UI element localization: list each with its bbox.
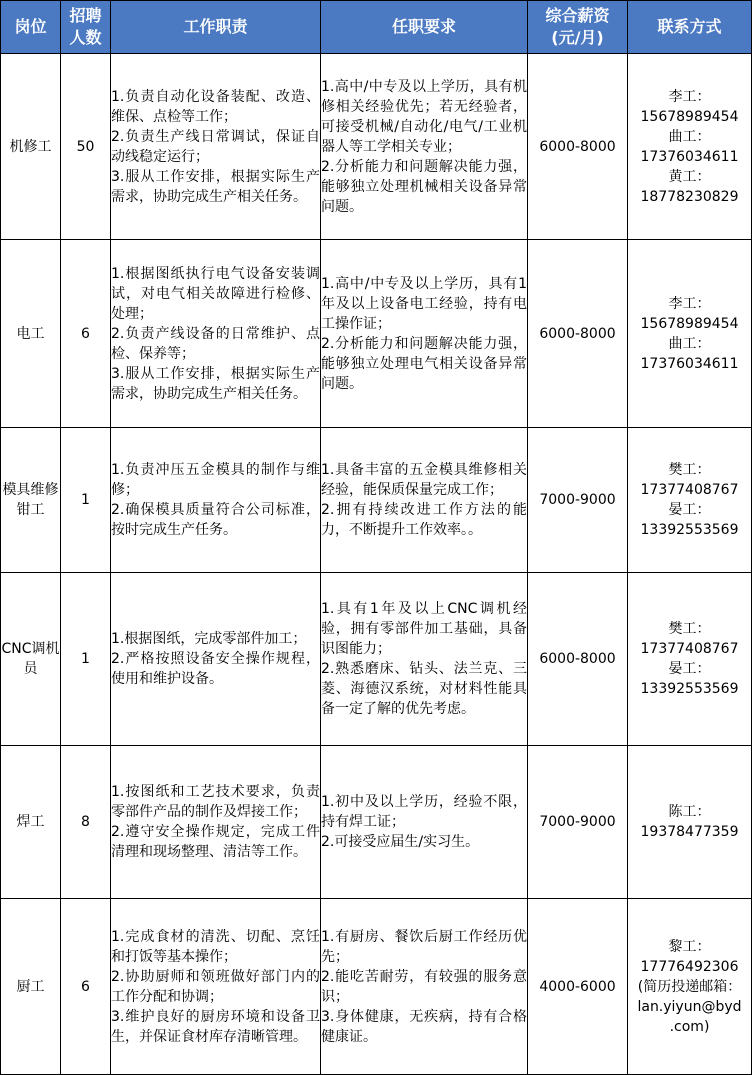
count-cell: 50	[61, 54, 111, 240]
post-cell: 机修工	[1, 54, 61, 240]
salary-cell: 6000-8000	[528, 54, 628, 240]
count-cell: 6	[61, 240, 111, 428]
contact-line: 17377408767	[640, 641, 739, 657]
requirement-item: 1.高中/中专及以上学历，具有机修相关经验优先；若无经验者，可接受机械/自动化/电气/工业机器人等工学相关专业；	[321, 78, 527, 155]
header-salary: 综合薪资(元/月)	[528, 1, 628, 54]
header-count: 招聘人数	[61, 1, 111, 54]
duty-item: 2.确保模具质量符合公司标准，按时完成生产任务。	[111, 502, 320, 538]
duty-item: 1.按图纸和工艺技术要求，负责零部件产品的制作及焊接工作；	[111, 784, 320, 820]
contact-line: 19378477359	[640, 824, 739, 840]
duty-item: 1.负责自动化设备装配、改造、维保、点检等工作；	[111, 88, 320, 125]
requirements-cell	[321, 240, 528, 428]
duty-item: 1.负责冲压五金模具的制作与维修；	[111, 462, 320, 498]
contact-cell	[628, 240, 752, 428]
duty-item: 3.服从工作安排，根据实际生产需求，协助完成生产相关任务。	[111, 365, 320, 402]
contact-line: (简历投递邮箱：	[637, 978, 742, 995]
requirement-item: 3.身体健康，无疾病，持有合格健康证。	[321, 1008, 527, 1045]
header-requirements: 任职要求	[321, 1, 528, 54]
contact-line: 李工：	[668, 88, 711, 105]
contact-cell	[628, 573, 752, 746]
count-cell: 1	[61, 428, 111, 573]
salary-cell: 7000-9000	[528, 428, 628, 573]
contact-line: 李工：	[668, 295, 711, 312]
duty-item: 1.根据图纸执行电气设备安装调试，对电气相关故障进行检修、处理；	[111, 265, 320, 322]
post-cell: 厨工	[1, 899, 61, 1075]
requirement-item: 2.能吃苦耐劳，有较强的服务意识；	[321, 968, 527, 1005]
requirements-cell	[321, 746, 528, 899]
table-row	[1, 746, 752, 899]
contact-line: 17776492306	[640, 958, 739, 975]
duties-cell	[111, 899, 321, 1075]
requirement-item: 1.初中及以上学历，经验不限，持有焊工证；	[321, 794, 527, 830]
contact-line: .com)	[669, 1018, 710, 1035]
requirement-item: 2.分析能力和问题解决能力强，能够独立处理电气相关设备异常问题。	[321, 335, 527, 392]
requirement-item: 2.可接受应届生/实习生。	[321, 834, 480, 850]
table-row	[1, 428, 752, 573]
duty-item: 2.负责产线设备的日常维护、点检、保养等；	[111, 325, 320, 362]
contact-line: 15678989454	[640, 108, 739, 125]
contact-line: 晏工：	[668, 502, 711, 518]
contact-line: 18778230829	[640, 188, 739, 205]
post-cell: 模具维修钳工	[1, 428, 61, 573]
requirement-item: 2.熟悉磨床、钻头、法兰克、三菱、海德汉系统，对材料性能具备一定了解的优先考虑。	[321, 661, 527, 717]
contact-line: 17376034611	[640, 148, 739, 165]
contact-cell	[628, 428, 752, 573]
duty-item: 3.服从工作安排，根据实际生产需求，协助完成生产相关任务。	[111, 168, 320, 205]
post-cell: 焊工	[1, 746, 61, 899]
contact-line: 15678989454	[640, 315, 739, 332]
count-cell: 6	[61, 899, 111, 1075]
duty-item: 1.根据图纸，完成零部件加工；	[111, 631, 307, 647]
duties-cell	[111, 54, 321, 240]
contact-line: 樊工：	[668, 621, 711, 637]
salary-cell: 7000-9000	[528, 746, 628, 899]
duties-cell	[111, 240, 321, 428]
contact-line: 13392553569	[640, 681, 739, 697]
contact-line: 17377408767	[640, 482, 739, 498]
requirement-item: 1.具备丰富的五金模具维修相关经验，能保质保量完成工作；	[321, 462, 527, 498]
count-cell: 1	[61, 573, 111, 746]
contact-line: 17376034611	[640, 355, 739, 372]
requirement-item: 2.拥有持续改进工作方法的能力，不断提升工作效率。。	[321, 502, 527, 538]
table-row	[1, 573, 752, 746]
contact-line: 曲工：	[668, 335, 711, 352]
requirements-cell	[321, 573, 528, 746]
duty-item: 2.负责生产线日常调试，保证自动线稳定运行；	[111, 128, 320, 165]
requirement-item: 1.有厨房、餐饮后厨工作经历优先；	[321, 928, 527, 965]
header-duties: 工作职责	[111, 1, 321, 54]
requirements-cell	[321, 428, 528, 573]
duty-item: 1.完成食材的清洗、切配、烹饪和打饭等基本操作；	[111, 928, 320, 965]
header-contact: 联系方式	[628, 1, 752, 54]
duty-item: 2.协助厨师和领班做好部门内的工作分配和协调；	[111, 968, 320, 1005]
duties-cell	[111, 428, 321, 573]
salary-cell: 4000-6000	[528, 899, 628, 1075]
requirements-cell	[321, 54, 528, 240]
salary-cell: 6000-8000	[528, 573, 628, 746]
count-cell: 8	[61, 746, 111, 899]
salary-cell: 6000-8000	[528, 240, 628, 428]
duties-cell	[111, 746, 321, 899]
contact-cell	[628, 746, 752, 899]
contact-line: 黎工：	[668, 938, 711, 955]
contact-line: 晏工：	[668, 661, 711, 677]
table-row	[1, 54, 752, 240]
duty-item: 2.严格按照设备安全操作规程，使用和维护设备。	[111, 651, 320, 687]
post-cell: 电工	[1, 240, 61, 428]
contact-cell	[628, 899, 752, 1075]
contact-cell	[628, 54, 752, 240]
contact-line: lan.yiyun@byd	[637, 998, 742, 1015]
contact-line: 黄工：	[668, 168, 711, 185]
requirement-item: 1.具有1年及以上CNC调机经验，拥有零部件加工基础，具备识图能力；	[321, 601, 527, 657]
header-row	[1, 1, 752, 54]
duty-item: 2.遵守安全操作规定，完成工件清理和现场整理、清洁等工作。	[111, 824, 320, 860]
header-post: 岗位	[1, 1, 61, 54]
requirements-cell	[321, 899, 528, 1075]
contact-line: 13392553569	[640, 522, 739, 538]
duties-cell	[111, 573, 321, 746]
table-row	[1, 240, 752, 428]
table-row	[1, 899, 752, 1075]
requirement-item: 2.分析能力和问题解决能力强，能够独立处理机械相关设备异常问题。	[321, 158, 527, 215]
duty-item: 3.维护良好的厨房环境和设备卫生，并保证食材库存清晰管理。	[111, 1008, 320, 1045]
post-cell: CNC调机员	[1, 573, 61, 746]
requirement-item: 1.高中/中专及以上学历，具有1年及以上设备电工经验，持有电工操作证；	[321, 275, 527, 332]
contact-line: 樊工：	[668, 462, 711, 478]
contact-line: 曲工：	[668, 128, 711, 145]
contact-line: 陈工：	[668, 804, 711, 820]
